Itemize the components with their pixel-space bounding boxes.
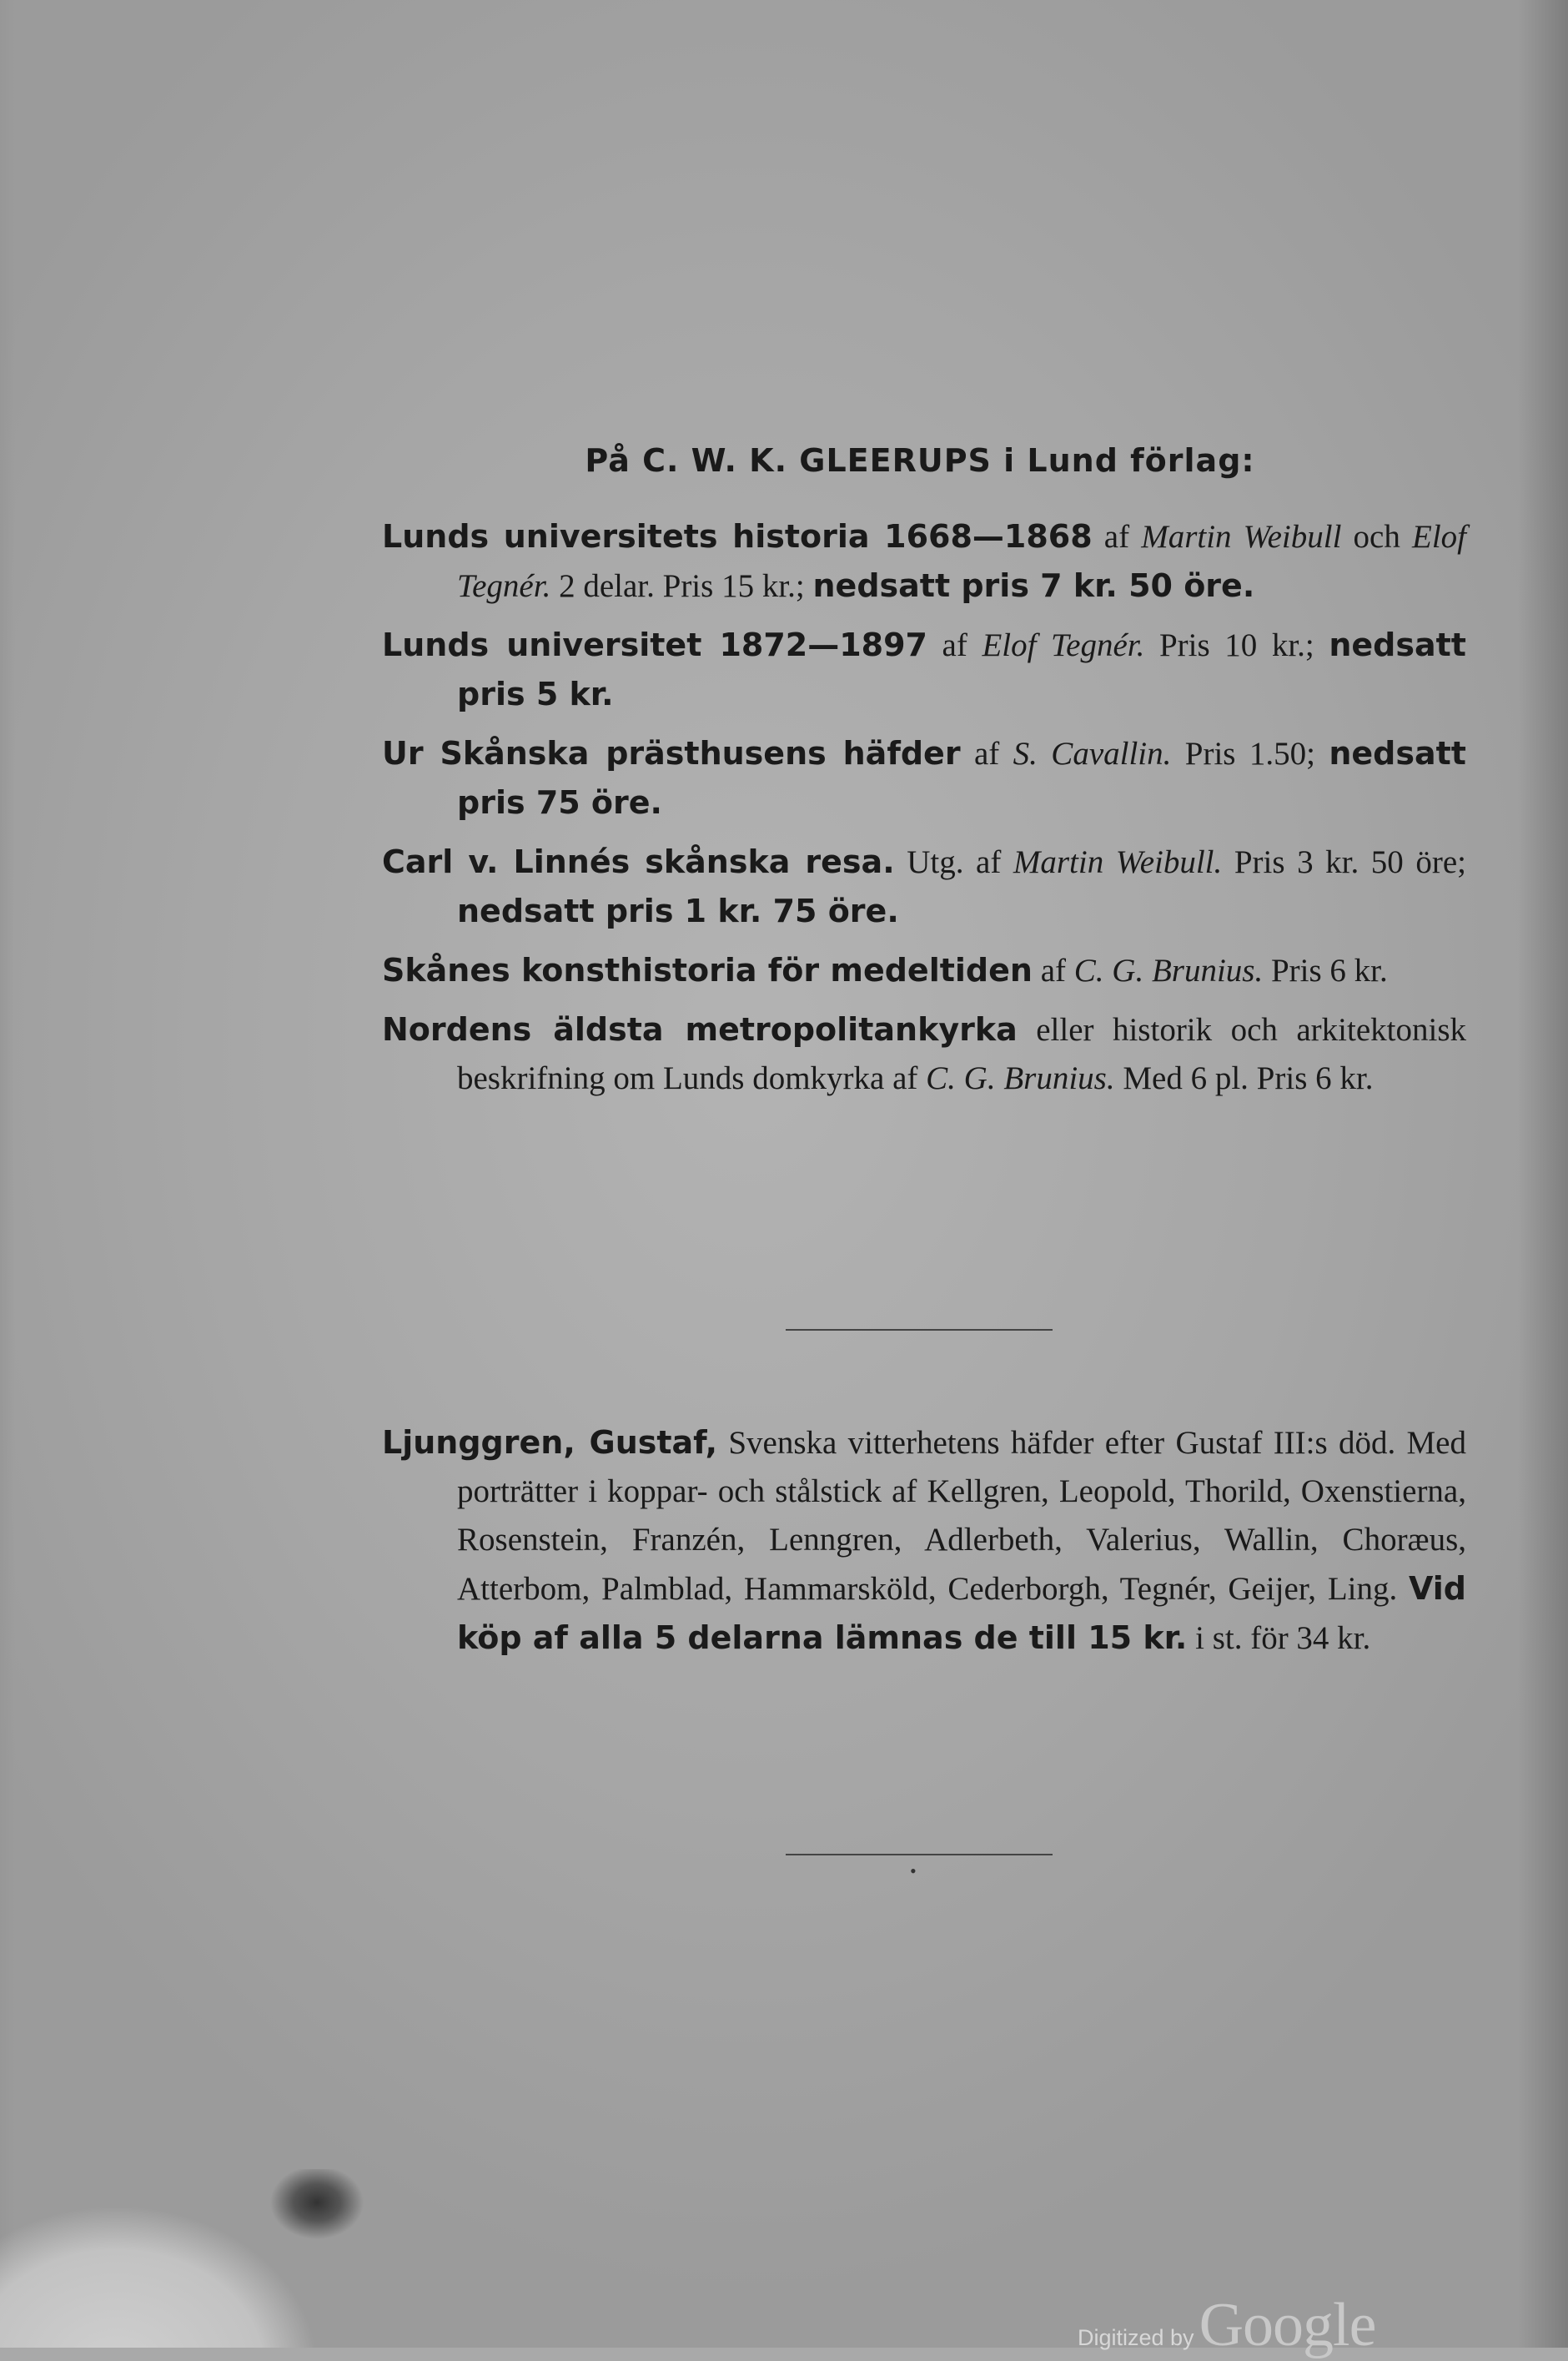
entry-part: C. G. Brunius. xyxy=(926,1060,1115,1096)
book-entry xyxy=(382,1005,1466,1103)
entry-part: Lunds universitets historia 1668—1868 xyxy=(382,518,1093,555)
entry-part: i st. för 34 kr. xyxy=(1187,1620,1371,1656)
entry-part: Elof Tegnér. xyxy=(982,627,1145,663)
entry-part: Pris 10 kr.; xyxy=(1144,627,1329,663)
entry-part: nedsatt pris 75 öre. xyxy=(457,735,1466,821)
entry-part: Carl v. Linnés skånska resa. xyxy=(382,843,895,880)
publisher-heading: På C. W. K. GLEERUPS i Lund förlag: xyxy=(585,442,1255,479)
entry-part: af xyxy=(927,627,983,663)
entry-part: Vid köp af alla 5 delarna lämnas de till 15 kr. xyxy=(457,1570,1466,1656)
entry-part: Pris 6 kr. xyxy=(1263,953,1388,989)
entry-part: C. G. Brunius. xyxy=(1073,953,1264,989)
entry-part: nedsatt pris 1 kr. 75 öre. xyxy=(457,893,899,929)
book-entry xyxy=(382,1418,1466,1663)
corner-ink-blot xyxy=(267,2169,375,2269)
entry-part: Ur Skånska prästhusens häfder xyxy=(382,735,961,772)
entry-part: Svenska vitterhetens häfder efter Gustaf III:s död. Med porträtter i koppar- och stålstick af Kellgren, Leopold, Thorild, Oxenstierna, Rosenstein, Franzén, Lenngren, Adlerbeth, Valerius, Wallin, Choræus, Atterbom, Palmblad, Hammarsköld, Cederborgh, Tegnér, Geijer, Ling. xyxy=(457,1425,1466,1607)
entry-part: 2 delar. Pris 15 kr.; xyxy=(550,568,813,604)
entry-part: Pris 1.50; xyxy=(1171,736,1329,772)
digitized-watermark xyxy=(1078,2290,1375,2361)
book-entry xyxy=(382,621,1466,719)
publisher-list xyxy=(382,442,1466,1113)
book-entry xyxy=(382,512,1466,611)
entry-part: Martin Weibull xyxy=(1141,519,1342,555)
watermark-prefix: Digitized by xyxy=(1078,2325,1194,2350)
entry-part: Martin Weibull. xyxy=(1013,844,1223,880)
page-left-edge xyxy=(0,0,15,2348)
entry-part: och xyxy=(1341,519,1412,555)
entry-part: Med 6 pl. Pris 6 kr. xyxy=(1114,1060,1374,1096)
entry-part: Ljunggren, Gustaf, xyxy=(382,1424,718,1461)
book-entry xyxy=(382,729,1466,828)
entry-part: Elof Tegnér. xyxy=(457,519,1466,604)
entry-part: S. Cavallin. xyxy=(1013,736,1172,772)
google-logo: Google xyxy=(1199,2291,1376,2359)
entry-part: af xyxy=(1092,519,1142,555)
entry-part: nedsatt pris 7 kr. 50 öre. xyxy=(812,567,1255,604)
ornament-mark: • xyxy=(910,1860,917,1881)
book-entry xyxy=(382,838,1466,936)
page-right-edge-shadow xyxy=(1518,0,1568,2348)
entry-part: af xyxy=(1032,953,1074,989)
entry-part: Utg. af xyxy=(894,844,1013,880)
book-entry xyxy=(382,946,1466,995)
entry-part: af xyxy=(960,736,1013,772)
advertisement-block xyxy=(382,1418,1466,1673)
entry-part: Nordens äldsta metropolitankyrka xyxy=(382,1011,1018,1048)
section-divider xyxy=(786,1329,1053,1331)
entry-part: nedsatt pris 5 kr. xyxy=(457,627,1466,712)
entry-part: Pris 3 kr. 50 öre; xyxy=(1222,844,1466,880)
entry-part: Skånes konsthistoria för medeltiden xyxy=(382,952,1033,989)
entry-part: Lunds universitet 1872—1897 xyxy=(382,627,927,663)
end-divider xyxy=(786,1854,1053,1855)
entry-part: eller historik och arkitektonisk beskrifning om Lunds domkyrka af xyxy=(457,1012,1466,1096)
